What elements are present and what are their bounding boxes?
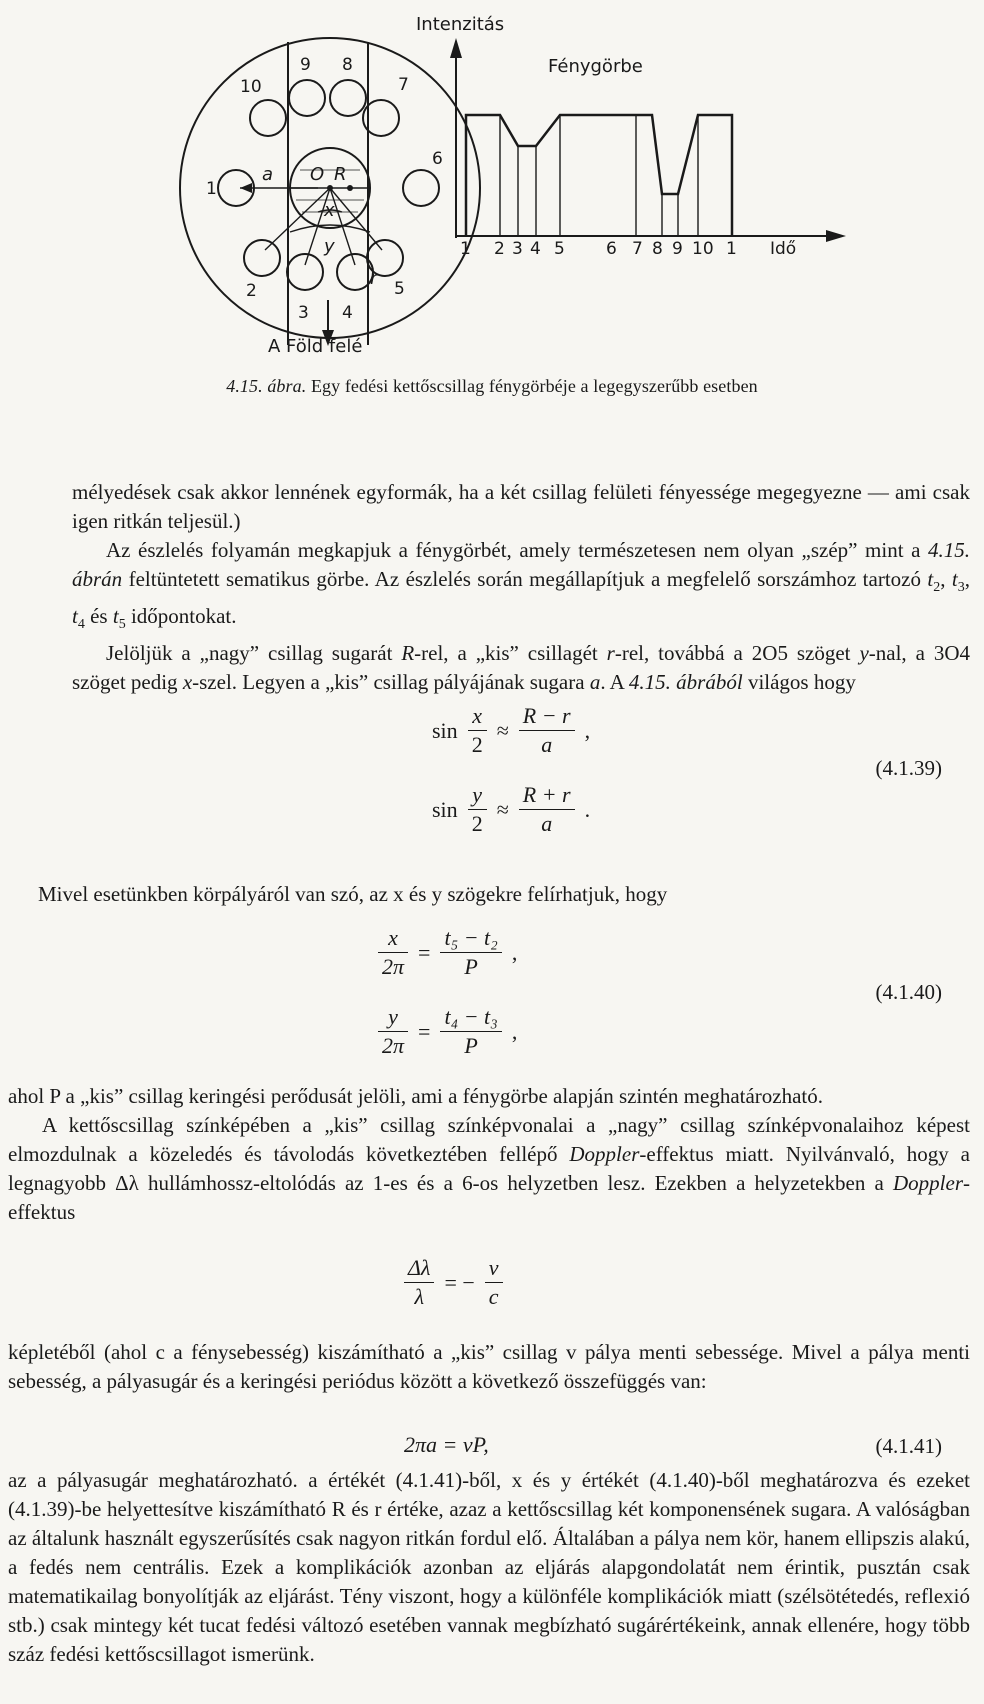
light-curve-chart [456, 52, 832, 238]
orbit-diagram [180, 38, 480, 345]
equation-number-4-1-39: (4.1.39) [875, 756, 942, 780]
tick-9: 9 [672, 239, 683, 259]
intensity-label: Intenzitás [416, 14, 505, 35]
eq39-line1: sin $\frac{x}{2}$ ≈ $\frac{R - r}{a}$ , [432, 703, 591, 757]
time-axis-ticks [460, 239, 796, 259]
orbit-label-2: 2 [246, 281, 257, 301]
intensity-axis-arrow-icon [450, 38, 462, 58]
figure-caption [0, 376, 984, 397]
orbit-label-5: 5 [394, 279, 405, 299]
orbit-label-10: 10 [240, 77, 262, 97]
label-y: y [324, 236, 335, 257]
equation-number-4-1-41: (4.1.41) [875, 1434, 942, 1458]
tick-7: 7 [632, 239, 643, 259]
tick-10: 10 [692, 239, 714, 259]
label-O: O [310, 164, 325, 185]
tick-2: 2 [494, 239, 505, 259]
label-x: x [324, 200, 335, 221]
time-label: Idő [770, 239, 797, 259]
tick-1: 1 [460, 239, 471, 259]
equation-number-4-1-40: (4.1.40) [875, 980, 942, 1004]
radius-arrowhead-icon [240, 183, 252, 193]
equation-doppler: $\frac{\Delta\lambda}{\lambda}$ = − $\frac{v}{c}$ [404, 1254, 503, 1311]
tick-4: 4 [530, 239, 541, 259]
figure-4-15 [0, 0, 984, 410]
eclipsing-binary-diagram [0, 0, 984, 370]
paragraph-4: Mivel esetünkben körpályáról van szó, az x és y szögekre felírhatjuk, hogy [38, 882, 668, 906]
equation-4-1-41: 2πa = vP, [404, 1432, 489, 1457]
paragraph-3: Jelöljük a „nagy” csillag sugarát R-rel, a „kis” csillagét r-rel, továbbá a 2O5 szöget y-nal, a 3O4 szöget pedig x-szel. Legyen a „kis” csillag pályájának sugara a. A 4.15. ábrából világos hogy [72, 641, 970, 695]
tick-8: 8 [652, 239, 663, 259]
tick-6: 6 [606, 239, 617, 259]
paragraph-1: mélyedések csak akkor lennének egyformák, ha a két csillag felületi fényessége megegyezne — ami csak igen ritkán teljesül.) [72, 480, 970, 533]
paragraph-8: az a pályasugár meghatározható. a értékét (4.1.41)-ből, x és y értékét (4.1.40)-ből meghatározva és ezeket (4.1.39)-be helyettesítve kiszámítható R és r értéke, azaz a kettőscsillag két komponensének sugara. A valóságban az általunk használt egyszerűsítés csak nagyon ritkán fordul elő. Általában a pálya nem kör, hanem ellipszis alakú, a fedés nem centrális. Ezek a komplikációk azonban az eljárás alapgondolatát nem érintik, pusztán csak matematikailag bonyolítják az eljárást. Tény viszont, hogy a különféle komplikációk miatt (szélsötétedés, reflexió stb.) csak mintegy két tucat fedési változó esetében vannak megbízható sugárértékeink, annak ellenére, hogy több száz fedési kettőscsillagot ismerünk. [8, 1468, 970, 1666]
label-R: R [334, 164, 347, 185]
time-axis-arrow-icon [826, 230, 846, 242]
tick-5: 5 [554, 239, 565, 259]
light-curve-line [466, 115, 732, 236]
eq40-line1: $\frac{x}{2\pi}$ = $\frac{\text{t₅ − t₂}}{P}$ , [378, 924, 517, 981]
orbit-label-4: 4 [342, 303, 353, 323]
tick-3: 3 [512, 239, 523, 259]
equation-4-1-40 [378, 924, 517, 1060]
paragraph-7: képletéből (ahol c a fénysebesség) kiszámítható a „kis” csillag v pálya menti sebessége. Mivel a pálya menti sebesség, a pályasugár és a keringési periódus között a következő összefüggés van: [8, 1340, 970, 1393]
curve-verticals [500, 115, 698, 236]
paragraph-2: Az észlelés folyamán megkapjuk a fénygörbét, amely természetesen nem olyan „szép” mint a 4.15. ábrán feltüntetett sematikus görbe. Az észlelés során megállapítjuk a megfelelő sorszámhoz tartozó $t_2$, $t_3$, $t_4$ és $t_5$ időpontokat. [72, 538, 971, 633]
orbit-label-8: 8 [342, 55, 353, 75]
eq39-line2: sin $\frac{y}{2}$ ≈ $\frac{R + r}{a}$ . [432, 782, 591, 836]
orbit-label-3: 3 [298, 303, 309, 323]
caption-number: 4.15. ábra. [226, 376, 307, 396]
text-block-top [8, 478, 970, 697]
label-r: r [370, 268, 378, 289]
light-curve-label: Fénygörbe [548, 56, 643, 77]
orbit-label-7: 7 [398, 75, 409, 95]
equation-4-1-39 [432, 702, 590, 838]
eq40-line2: $\frac{y}{2\pi}$ = $\frac{\text{t₄ − t₃}}{P}$ , [378, 1003, 517, 1060]
orbit-label-6: 6 [432, 149, 443, 169]
orbit-label-1: 1 [206, 179, 217, 199]
caption-text: Egy fedési kettőscsillag fénygörbéje a legegyszerűbb esetben [310, 376, 758, 396]
tick-1-end: 1 [726, 239, 737, 259]
orbit-label-9: 9 [300, 55, 311, 75]
paragraph-5: ahol P a „kis” csillag keringési perődusát jelöli, ami a fénygörbe alapján szintén meghatározható. [8, 1084, 824, 1108]
label-a: a [262, 164, 274, 185]
paragraph-6: A kettőscsillag színképében a „kis” csillag színképvonalai a „nagy” csillag színképvonalaihoz képest elmozdulnak a közeledés és távolodás következtében fellépő Doppler-effektus miatt. Nyilvánvaló, hogy a legnagyobb Δλ hullámhossz-eltolódás az 1-es és a 6-os helyzetben lesz. Ezekben a helyzetekben a Doppler-effektus [8, 1113, 970, 1224]
text-block-middle [8, 1082, 970, 1227]
earth-label: A Föld felé [268, 336, 363, 357]
